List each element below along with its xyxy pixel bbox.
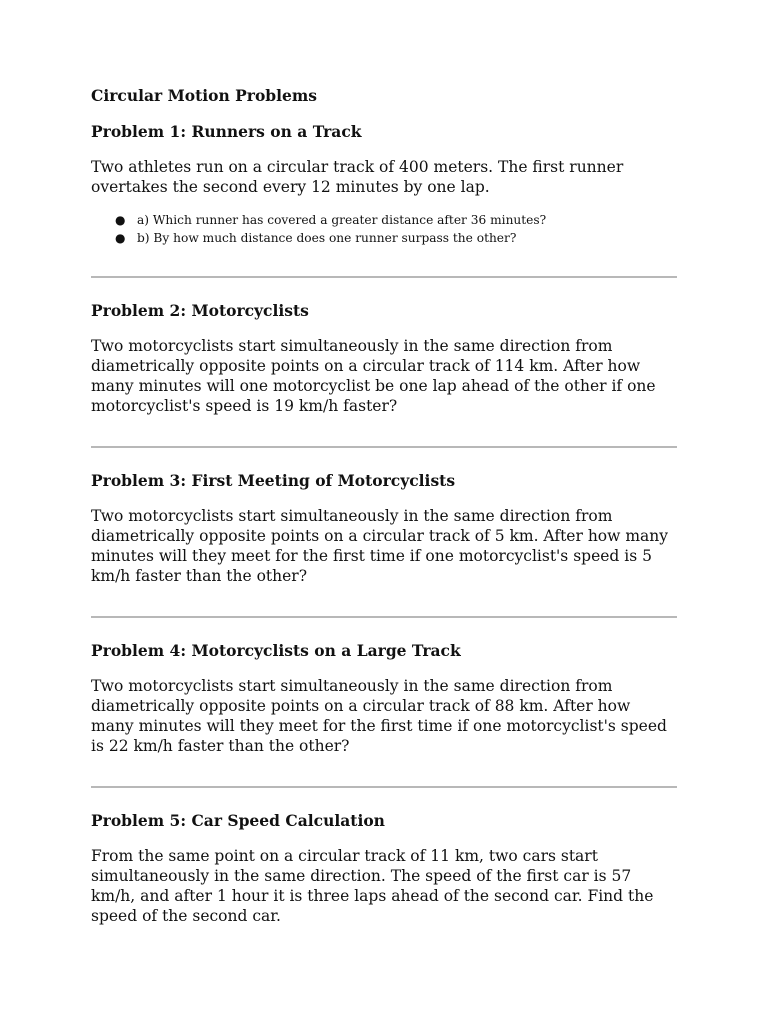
problem-2: [91, 299, 677, 416]
bullet-icon: ●: [115, 231, 126, 245]
problem-3-text: Two motorcyclists start simultaneously in the same direction from diametrically opposite points on a circular track of 5 km. After how many minutes will they meet for the first time if one motorcyclist's speed is 5 km/h faster than the other?: [91, 507, 669, 585]
divider: [91, 276, 677, 278]
problem-5-heading: Problem 5: Car Speed Calculation: [91, 811, 385, 830]
problem-4-text: Two motorcyclists start simultaneously in the same direction from diametrically opposite points on a circular track of 88 km. After how many minutes will they meet for the first time if one motorcyclist's speed is 22 km/h faster than the other?: [91, 677, 667, 755]
problem-1-heading: Problem 1: Runners on a Track: [91, 122, 362, 141]
problem-4: [91, 639, 677, 756]
list-item: [91, 229, 677, 247]
problem-1: [91, 120, 677, 247]
problem-1-text: Two athletes run on a circular track of 400 meters. The first runner overtakes the second every 12 minutes by one lap.: [91, 158, 624, 196]
divider: [91, 616, 677, 618]
question-a: a) Which runner has covered a greater distance after 36 minutes?: [137, 213, 547, 227]
bullet-icon: ●: [115, 213, 126, 227]
problem-2-text: Two motorcyclists start simultaneously in the same direction from diametrically opposite points on a circular track of 114 km. After how many minutes will one motorcyclist be one lap ahead of the other if one motorcyclist's speed is 19 km/h faster?: [91, 337, 656, 415]
question-b: b) By how much distance does one runner surpass the other?: [137, 231, 517, 245]
problem-4-heading: Problem 4: Motorcyclists on a Large Track: [91, 641, 461, 660]
problem-2-heading: Problem 2: Motorcyclists: [91, 301, 309, 320]
document-title: Circular Motion Problems: [91, 86, 318, 105]
divider: [91, 446, 677, 448]
problem-3-heading: Problem 3: First Meeting of Motorcyclists: [91, 471, 456, 490]
divider: [91, 786, 677, 788]
list-item: [91, 211, 677, 229]
problem-3: [91, 469, 677, 586]
problem-1-questions: [91, 211, 677, 247]
problem-5-text: From the same point on a circular track of 11 km, two cars start simultaneously in the same direction. The speed of the first car is 57 km/h, and after 1 hour it is three laps ahead of the second car. Find the speed of the second car.: [91, 847, 654, 925]
document-page: [91, 84, 677, 926]
problem-5: [91, 809, 677, 926]
